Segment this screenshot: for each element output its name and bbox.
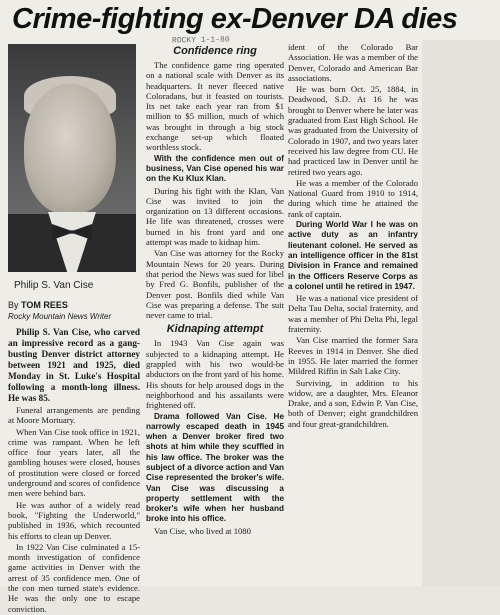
paragraph: During his fight with the Klan, Van Cise was invited to join the organization on 13 different occasions. He life was threatened, crosses were burned in his front yard and one attempt was made to kidnap him.: [146, 185, 284, 248]
article-column-1: [8, 327, 140, 615]
photo-face: [24, 84, 116, 214]
byline: [8, 300, 140, 322]
lead-paragraph: Philip S. Van Cise, who carved an impressive record as a gang-busting Denver district attorney between 1921 and 1925, died Monday in St. Luke's Hospital following a month-long illness. He was 85.: [8, 327, 140, 403]
photo-caption: Philip S. Van Cise: [14, 280, 94, 291]
paragraph: In 1943 Van Cise again was subjected to a kidnaping attempt. He grappled with his two would-be abductors on the front yard of his home. His shouts for help aroused dogs in the neighborhood and his assailants were frightened off.: [146, 338, 284, 411]
byline-paper: Rocky Mountain News Writer: [8, 312, 112, 321]
byline-prefix: By: [8, 300, 19, 310]
paragraph: In 1922 Van Cise culminated a 15-month investigation of confidence game activities in Denver with the arrest of 35 confidence men. One of the con men turned state's evidence. He was the only one to escape conviction.: [8, 541, 140, 614]
headline: Crime-fighting ex-Denver DA dies: [12, 3, 458, 35]
paragraph: Drama followed Van Cise. He narrowly escaped death in 1945 when a Denver broker fired two shots at him while they scuffled in his law office. The broker was the subject of a divorce action and Van Cise represented the broker's wife. Van Cise was discussing a property settlement with the broker's wife when her husband broke into his office.: [146, 411, 284, 524]
byline-author: TOM REES: [21, 300, 68, 310]
paragraph: Van Cise, who lived at 1080: [154, 525, 251, 536]
article-column-3: [288, 42, 418, 430]
paragraph: With the confidence men out of business, Van Cise opened his war on the Ku Klux Klan.: [146, 153, 284, 184]
paragraph: ident of the Colorado Bar Association. He was a member of the Denver, Colorado and American Bar associations.: [288, 42, 418, 83]
paragraph: He was a national vice president of Delta Tau Delta, social fraternity, and was a member of Phi Delta Phi, legal fraternity.: [288, 293, 418, 335]
paragraph: Van Cise was attorney for the Rocky Mountain News for 20 years. During that period the News was sued for libel by Fred G. Bonfils, publisher of the Denver post. Bonfils died while Van Cise was preparing a defense. The suit never came to trial.: [146, 248, 284, 321]
paragraph: He was born Oct. 25, 1884, in Deadwood, S.D. At 16 he was brought to Denver where he later was graduated from East High School. He was graduated from the University of Colorado in 1907, and two years later received his law degree from CU. He had practiced law in Denver until he retired two years ago.: [288, 84, 418, 177]
handwritten-date-note: ROCKY 1-1-80: [171, 35, 230, 46]
paragraph: During World War I he was on active duty as an infantry lieutenant colonel. He served as an intelligence officer in the 81st Division in France and remained in the Officers Reserve Corps as a colonel until he retired in 1947.: [288, 220, 418, 291]
paragraph: He was a member of the Colorado National Guard from 1910 to 1914, during which time he attained the rank of captain.: [288, 177, 418, 219]
paragraph: The confidence game ring operated on a national scale with Denver as its headquarters. It never fleeced native Coloradans, but it feasted on tourists. Its net take each year ran from $1 million to $5 million, much of which was brought in through a big stock exchange set-up which floated worthless stock.: [146, 60, 284, 153]
subheading-kidnaping-attempt: Kidnaping attempt: [166, 323, 264, 336]
paragraph: Funeral arrangements are pending at Moore Mortuary.: [8, 405, 140, 426]
paragraph: Surviving, in addition to his widow, are a daughter, Mrs. Eleanor Drake, and a son, Edwin P. Van Cise, both of Denver; eight grandchildren and four great-grandchildren.: [288, 377, 418, 429]
paragraph: Van Cise married the former Sara Reeves in 1914 in Denver. She died in 1955. He later married the former Mildred Riffin in Salt Lake City.: [288, 335, 418, 377]
paragraph: When Van Cise took office in 1921, crime was rampant. When he left office four years later, all the gambling houses were closed, houses of prostitution were closed or forced underground and scores of confidence men were behind bars.: [8, 426, 140, 499]
portrait-photo: [8, 44, 136, 272]
paragraph: He was author of a widely read book, "Fighting the Underworld," published in 1936, which recounted his efforts to clean up Denver.: [8, 499, 140, 541]
article-column-2: [146, 42, 284, 537]
blank-margin: [422, 40, 500, 586]
subheading-confidence-ring: Confidence ring: [173, 45, 257, 57]
